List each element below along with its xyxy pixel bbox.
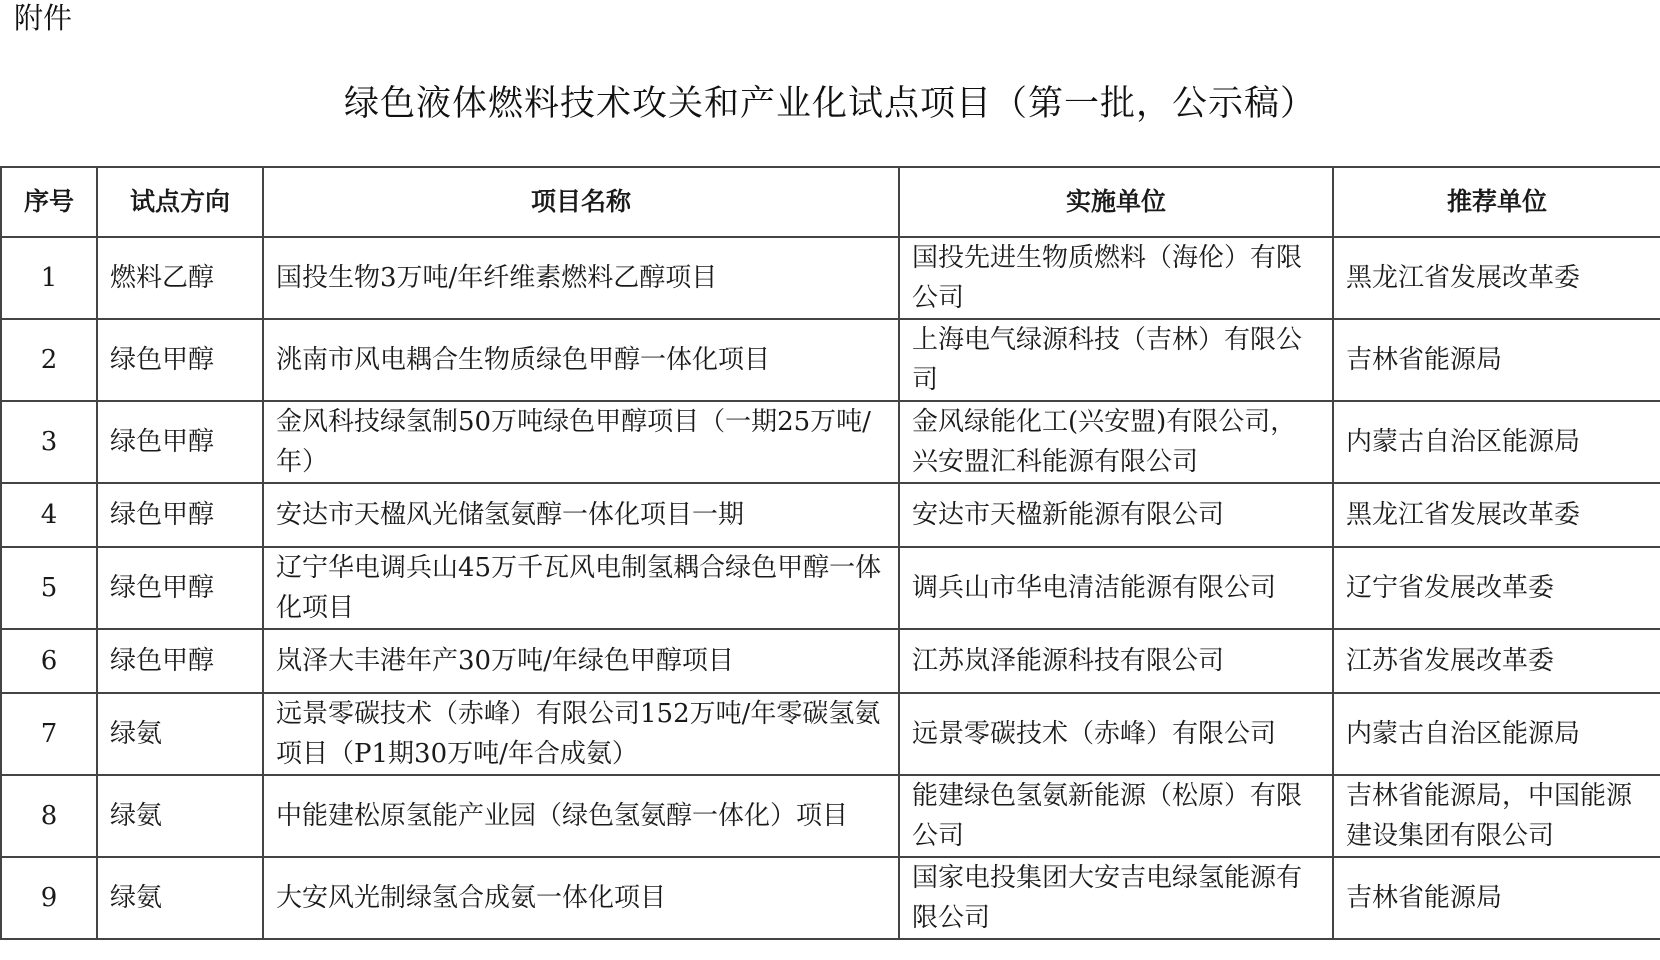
cell-recommender: 辽宁省发展改革委 (1333, 547, 1660, 629)
cell-no: 4 (1, 483, 97, 547)
table-row (1, 857, 1660, 939)
cell-direction: 绿色甲醇 (97, 483, 263, 547)
cell-no: 8 (1, 775, 97, 857)
cell-project-name: 大安风光制绿氢合成氨一体化项目 (263, 857, 899, 939)
cell-recommender: 黑龙江省发展改革委 (1333, 237, 1660, 319)
header-recommender: 推荐单位 (1333, 167, 1660, 237)
cell-direction: 绿色甲醇 (97, 547, 263, 629)
cell-project-name: 中能建松原氢能产业园（绿色氢氨醇一体化）项目 (263, 775, 899, 857)
cell-project-name: 洮南市风电耦合生物质绿色甲醇一体化项目 (263, 319, 899, 401)
cell-direction: 绿色甲醇 (97, 629, 263, 693)
table-row (1, 693, 1660, 775)
table-row (1, 547, 1660, 629)
cell-no: 5 (1, 547, 97, 629)
cell-recommender: 吉林省能源局 (1333, 319, 1660, 401)
cell-implementer: 上海电气绿源科技（吉林）有限公司 (899, 319, 1333, 401)
cell-implementer: 能建绿色氢氨新能源（松原）有限公司 (899, 775, 1333, 857)
cell-implementer: 调兵山市华电清洁能源有限公司 (899, 547, 1333, 629)
cell-project-name: 岚泽大丰港年产30万吨/年绿色甲醇项目 (263, 629, 899, 693)
table-row (1, 775, 1660, 857)
cell-no: 9 (1, 857, 97, 939)
cell-direction: 绿色甲醇 (97, 401, 263, 483)
cell-implementer: 国投先进生物质燃料（海伦）有限公司 (899, 237, 1333, 319)
cell-implementer: 江苏岚泽能源科技有限公司 (899, 629, 1333, 693)
cell-recommender: 吉林省能源局 (1333, 857, 1660, 939)
cell-direction: 绿色甲醇 (97, 319, 263, 401)
cell-recommender: 江苏省发展改革委 (1333, 629, 1660, 693)
cell-project-name: 金风科技绿氢制50万吨绿色甲醇项目（一期25万吨/年） (263, 401, 899, 483)
cell-implementer: 金风绿能化工(兴安盟)有限公司，兴安盟汇科能源有限公司 (899, 401, 1333, 483)
cell-implementer: 安达市天楹新能源有限公司 (899, 483, 1333, 547)
projects-table (0, 166, 1660, 940)
header-implementer: 实施单位 (899, 167, 1333, 237)
header-project-name: 项目名称 (263, 167, 899, 237)
cell-recommender: 吉林省能源局，中国能源建设集团有限公司 (1333, 775, 1660, 857)
table-row (1, 237, 1660, 319)
table-row (1, 319, 1660, 401)
cell-direction: 绿氨 (97, 857, 263, 939)
table-row (1, 629, 1660, 693)
document-title: 绿色液体燃料技术攻关和产业化试点项目（第一批，公示稿） (343, 84, 1316, 124)
table-row (1, 401, 1660, 483)
attachment-label: 附件 (14, 1, 73, 35)
cell-recommender: 黑龙江省发展改革委 (1333, 483, 1660, 547)
cell-recommender: 内蒙古自治区能源局 (1333, 401, 1660, 483)
cell-recommender: 内蒙古自治区能源局 (1333, 693, 1660, 775)
cell-direction: 绿氨 (97, 693, 263, 775)
cell-implementer: 国家电投集团大安吉电绿氢能源有限公司 (899, 857, 1333, 939)
cell-implementer: 远景零碳技术（赤峰）有限公司 (899, 693, 1333, 775)
cell-project-name: 远景零碳技术（赤峰）有限公司152万吨/年零碳氢氨项目（P1期30万吨/年合成氨） (263, 693, 899, 775)
cell-no: 2 (1, 319, 97, 401)
cell-project-name: 安达市天楹风光储氢氨醇一体化项目一期 (263, 483, 899, 547)
header-direction: 试点方向 (97, 167, 263, 237)
cell-no: 3 (1, 401, 97, 483)
cell-project-name: 辽宁华电调兵山45万千瓦风电制氢耦合绿色甲醇一体化项目 (263, 547, 899, 629)
table-header-row (1, 167, 1660, 237)
cell-no: 7 (1, 693, 97, 775)
cell-direction: 燃料乙醇 (97, 237, 263, 319)
cell-direction: 绿氨 (97, 775, 263, 857)
header-no: 序号 (1, 167, 97, 237)
cell-project-name: 国投生物3万吨/年纤维素燃料乙醇项目 (263, 237, 899, 319)
table-row (1, 483, 1660, 547)
cell-no: 6 (1, 629, 97, 693)
cell-no: 1 (1, 237, 97, 319)
